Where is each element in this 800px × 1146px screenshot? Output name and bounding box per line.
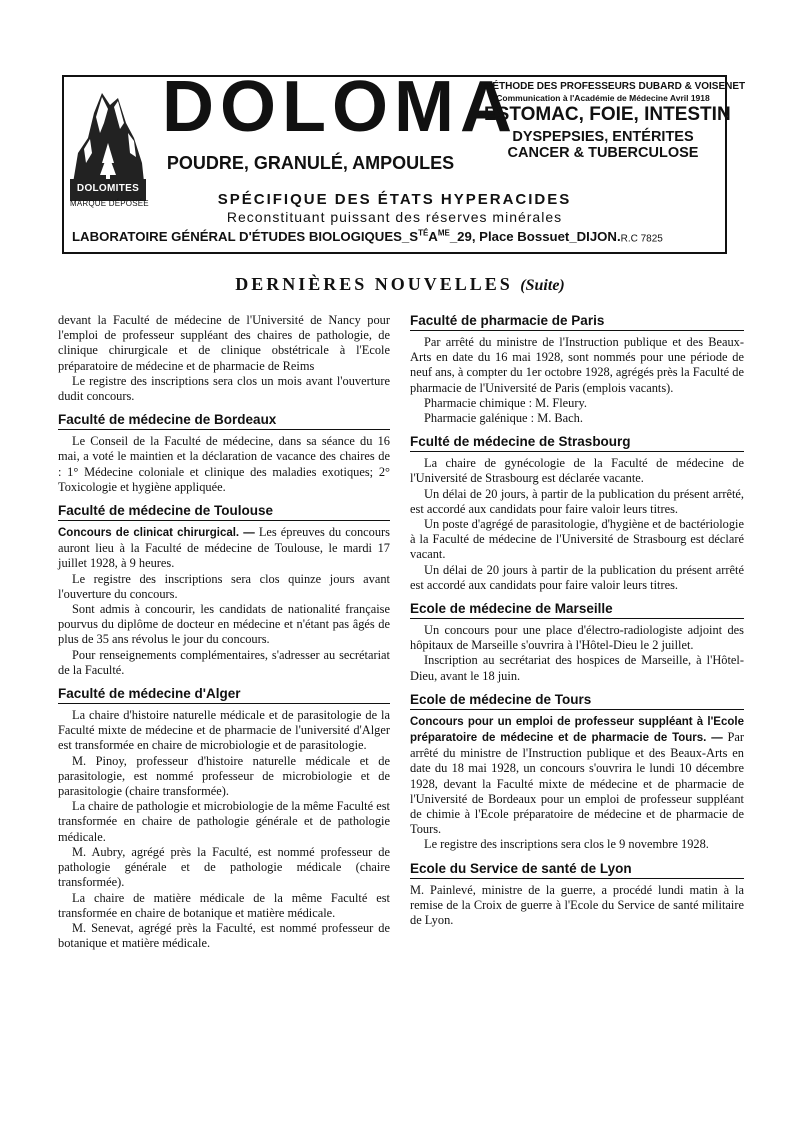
strasbourg-paragraph-2: Un délai de 20 jours, à partir de la publication du présent arrêté, est accordé aux candidats pour faire valoir leurs titres. <box>410 486 744 516</box>
toulouse-title: Faculté de médecine de Toulouse <box>58 503 390 521</box>
diseases-line-2: CANCER & TUBERCULOSE <box>507 145 699 161</box>
heading-suite: (Suite) <box>520 277 565 294</box>
toulouse-paragraph-4: Pour renseignements complémentaires, s'adresser au secrétariat de la Faculté. <box>58 647 390 677</box>
paris-paragraph-1: Par arrêté du ministre de l'Instruction publique et des Beaux-Arts en date du 16 mai 1928, sont nommés pour une période de neuf ans, à compter du 1er octobre 1928, agrégés près la Faculté de pharmacie de l'Université de Paris (emplois vacants). <box>410 335 744 395</box>
lyon-paragraph-1: M. Painlevé, ministre de la guerre, a procédé lundi matin à la remise de la Croix de guerre à l'Ecole du Service de santé militaire de Lyon. <box>410 882 744 928</box>
intro-paragraph-1: devant la Faculté de médecine de l'Université de Nancy pour l'emploi de professeur suppléant des chaires de pathologie, de clinique chirurgicale et de clinique obstétricale à l'Ecole préparatoire de médecine et de pharmacie de Reims <box>58 313 390 373</box>
labo-prefix: LABORATOIRE GÉNÉRAL D'ÉTUDES BIOLOGIQUES_S <box>72 229 419 245</box>
labo-rc: R.C 7825 <box>620 233 663 245</box>
heading-title: DERNIÈRES NOUVELLES <box>235 274 513 294</box>
ad-indications <box>484 81 746 161</box>
labo-a: A <box>428 229 438 245</box>
communication-line: Communication à l'Académie de Médecine Avril 1918 <box>496 93 710 103</box>
alger-paragraph-4: M. Aubry, agrégé près la Faculté, est nommé professeur de pathologie générale et de pathologie médicale (chaire transformée). <box>58 844 390 890</box>
alger-paragraph-2: M. Pinoy, professeur d'histoire naturelle médicale et de parasitologie, est nommé professeur de microbiologie et de parasitologie (chaire transformée). <box>58 753 390 799</box>
paris-title: Faculté de pharmacie de Paris <box>410 313 744 331</box>
strasbourg-paragraph-1: La chaire de gynécologie de la Faculté de médecine de l'Université de Strasbourg est déclarée vacante. <box>410 456 744 486</box>
labo-sup: TÉ <box>418 229 429 238</box>
section-heading <box>0 274 800 295</box>
tours-title: Ecole de médecine de Tours <box>410 692 744 710</box>
lyon-title: Ecole du Service de santé de Lyon <box>410 861 744 879</box>
intro-paragraph-2: Le registre des inscriptions sera clos un mois avant l'ouverture dudit concours. <box>58 373 390 404</box>
strasbourg-title: Fculté de médecine de Strasbourg <box>410 434 744 452</box>
right-column <box>410 313 744 928</box>
trademark-label: MARQUE DÉPOSÉE <box>70 199 149 208</box>
left-column <box>58 313 390 951</box>
labo-sup2: ME <box>437 229 450 238</box>
bordeaux-paragraph-1: Le Conseil de la Faculté de médecine, dans sa séance du 16 mai, a voté le maintien et la déclaration de vacance des chaires de : 1° Médecine coloniale et clinique des maladies exotiques; 2° Toxicologie et hygiène appliquée. <box>58 434 390 494</box>
specific-line: SPÉCIFIQUE DES ÉTATS HYPERACIDES <box>217 191 572 208</box>
toulouse-paragraph-1 <box>58 525 390 572</box>
organs-line: ESTOMAC, FOIE, INTESTIN <box>484 104 731 125</box>
alger-paragraph-5: La chaire de matière médicale de la même Faculté est transformée en chaire de botanique et matière médicale. <box>58 890 390 920</box>
diseases-line-1: DYSPEPSIES, ENTÉRITES <box>512 129 694 145</box>
marseille-paragraph-1: Un concours pour une place d'électro-radiologiste adjoint des hôpitaux de Marseille s'ouvrira à l'Hôtel-Dieu le 2 juillet. <box>410 623 744 653</box>
brand-name: DOLOMA <box>162 67 518 147</box>
bordeaux-title: Faculté de médecine de Bordeaux <box>58 412 390 430</box>
alger-title: Faculté de médecine d'Alger <box>58 686 390 704</box>
toulouse-paragraph-3: Sont admis à concourir, les candidats de nationalité française pourvus du diplôme de docteur en médecine et n'étant pas âgés de plus de 35 ans révolus le jour du concours. <box>58 602 390 647</box>
marseille-paragraph-2: Inscription au secrétariat des hospices de Marseille, à l'Hôtel-Dieu, avant le 18 juin. <box>410 653 744 683</box>
reconstituant-line: Reconstituant puissant des réserves minérales <box>226 209 563 225</box>
toulouse-paragraph-2: Le registre des inscriptions sera clos quinze jours avant l'ouverture du concours. <box>58 571 390 601</box>
labo-address-text: _29, Place Bossuet_DIJON. <box>449 229 621 245</box>
laboratory-address <box>72 229 722 244</box>
paris-list-1: Pharmacie chimique : M. Fleury. <box>424 395 587 410</box>
paris-list-2: Pharmacie galénique : M. Bach. <box>424 411 583 426</box>
alger-paragraph-3: La chaire de pathologie et microbiologie de la même Faculté est transformée en chaire de pathologie générale et de pathologie médicale. <box>58 799 390 844</box>
alger-paragraph-1: La chaire d'histoire naturelle médicale et de parasitologie de la Faculté mixte de médecine et de pharmacie de l'université d'Alger est transformée en chaire de microbiologie et de parasitologie. <box>58 708 390 753</box>
strasbourg-paragraph-4: Un délai de 20 jours à partir de la publication du présent arrêté est accordé aux candidats pour faire valoir leurs titres. <box>410 562 744 592</box>
strasbourg-paragraph-3: Un poste d'agrégé de parasitologie, d'hygiène et de bactériologie à la Faculté de médecine de l'Université de Strasbourg est déclaré vacant. <box>410 517 744 562</box>
marseille-title: Ecole de médecine de Marseille <box>410 601 744 619</box>
alger-paragraph-6: M. Senevat, agrégé près la Faculté, est nommé professeur de botanique et matière médicale. <box>58 920 390 951</box>
tours-paragraph-1-text: Par arrêté du ministre de l'Instruction publique et des Beaux-Arts en date du 18 mai 1928, un concours s'ouvrira le lundi 10 décembre 1928, devant la Faculté mixte de médecine et de pharmacie de l'Université de Bordeaux pour un emploi de professeur suppléant de chimie à l'Ecole préparatoire de médecine et de pharmacie de Tours. <box>410 730 744 837</box>
advertisement-box <box>62 67 746 254</box>
product-forms: POUDRE, GRANULÉ, AMPOULES <box>166 153 455 173</box>
tours-paragraph-1 <box>410 714 744 838</box>
method-line: MÉTHODE DES PROFESSEURS DUBARD & VOISENET <box>484 81 746 92</box>
tours-paragraph-2: Le registre des inscriptions sera clos le 9 novembre 1928. <box>424 837 709 852</box>
toulouse-lead: Concours de clinicat chirurgical. — <box>58 527 255 540</box>
logo-label: DOLOMITES <box>76 183 140 194</box>
tours-lead: Concours pour un emploi de professeur suppléant à l'Ecole préparatoire de médecine et de pharmacie de Tours. — <box>410 715 744 745</box>
toulouse-paragraph-1-text: Les épreuves du concours auront lieu à la Faculté de médecine de Toulouse, le mardi 17 juillet 1928, à 9 heures. <box>58 525 390 571</box>
